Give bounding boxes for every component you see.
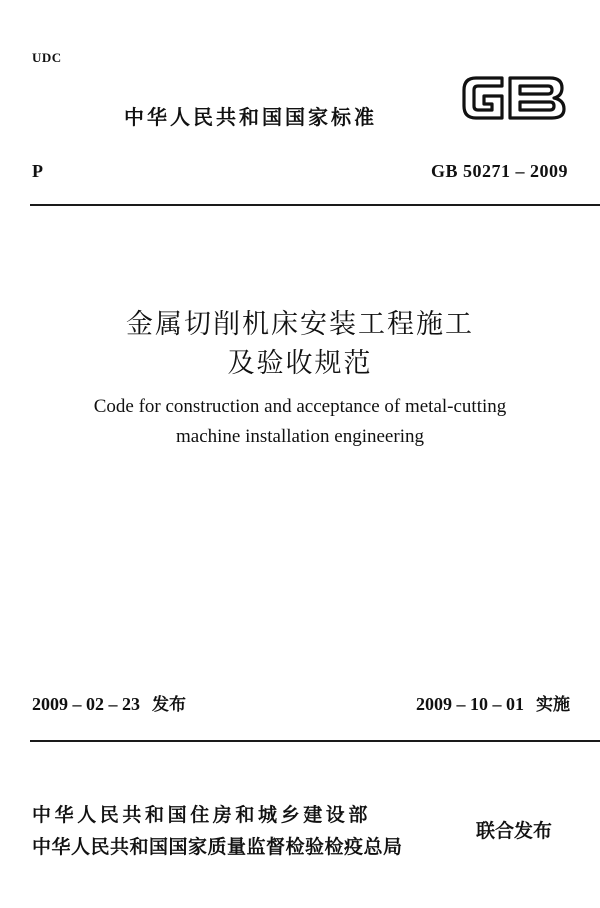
gb-logo-icon bbox=[458, 72, 570, 124]
publisher-line2: 中华人民共和国国家质量监督检验检疫总局 bbox=[32, 836, 403, 858]
joint-issue-label: 联合发布 bbox=[476, 820, 553, 842]
implementation-date-block bbox=[416, 690, 570, 715]
category-code: P bbox=[32, 161, 43, 181]
title-cn-line2: 及验收规范 bbox=[227, 348, 373, 379]
national-standard-title: 中华人民共和国国家标准 bbox=[124, 105, 377, 129]
title-en-line1: Code for construction and acceptance of metal-cutting bbox=[93, 396, 507, 417]
title-cn-line1: 金属切削机床安装工程施工 bbox=[126, 309, 474, 340]
title-en-line2: machine installation engineering bbox=[176, 426, 424, 447]
issue-date: 2009 – 02 – 23 bbox=[32, 694, 140, 714]
issue-label: 发布 bbox=[152, 695, 186, 715]
udc-label: UDC bbox=[32, 50, 62, 65]
publisher-line1: 中华人民共和国住房和城乡建设部 bbox=[32, 804, 372, 826]
gb-logo bbox=[458, 72, 570, 124]
top-divider bbox=[30, 204, 600, 206]
issue-date-block bbox=[32, 690, 186, 715]
bottom-divider bbox=[30, 740, 600, 742]
standard-number: GB 50271 – 2009 bbox=[430, 161, 568, 181]
implementation-date: 2009 – 10 – 01 bbox=[416, 694, 524, 714]
implementation-label: 实施 bbox=[536, 695, 570, 715]
